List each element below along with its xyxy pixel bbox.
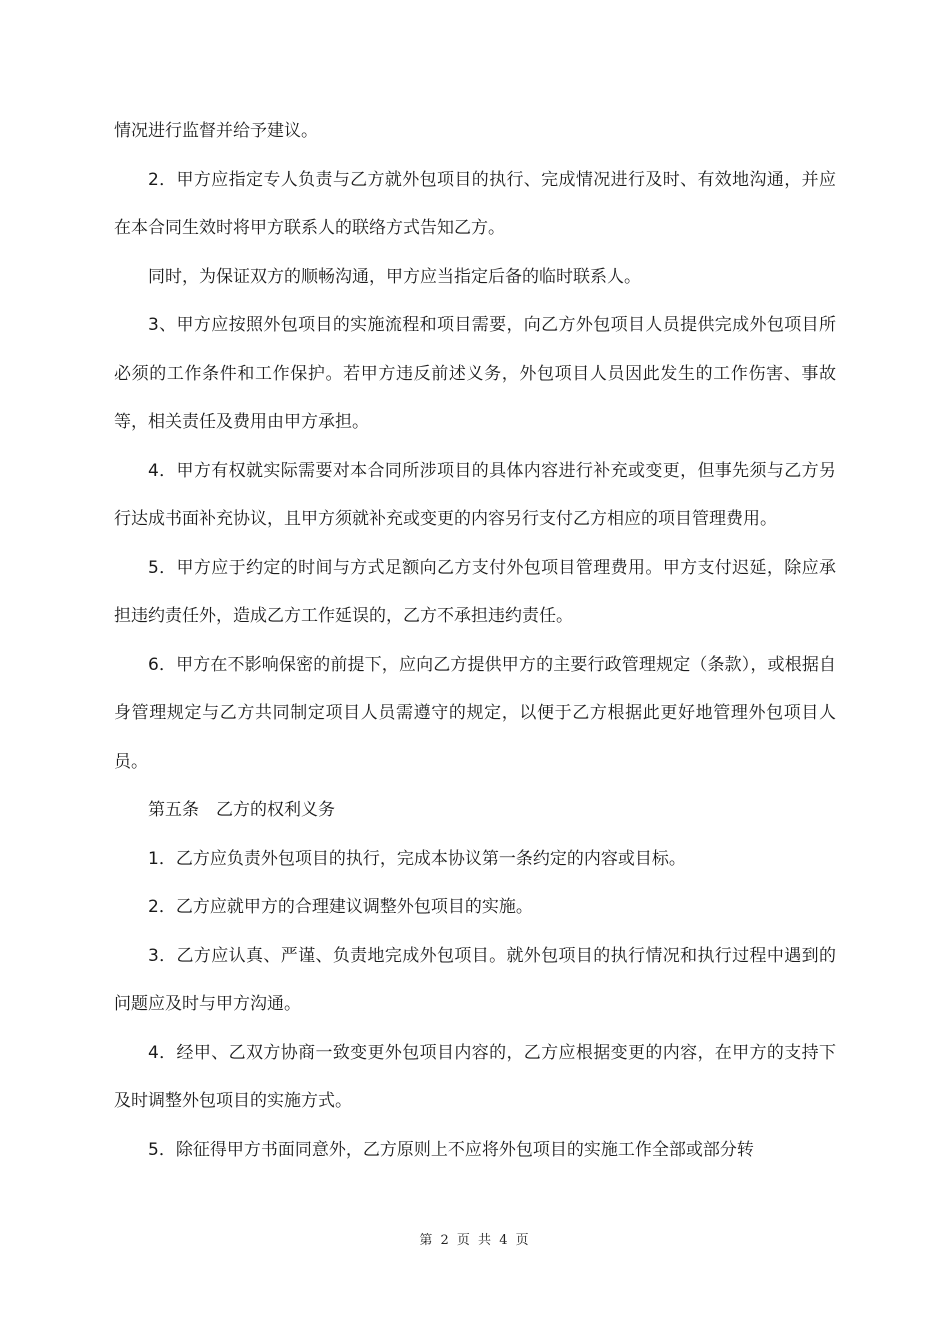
paragraph: 2．乙方应就甲方的合理建议调整外包项目的实施。 <box>148 897 533 917</box>
paragraph: 1．乙方应负责外包项目的执行，完成本协议第一条约定的内容或目标。 <box>148 848 686 869</box>
paragraph: 情况进行监督并给予建议。 <box>114 121 318 141</box>
paragraph: 4．经甲、乙双方协商一致变更外包项目内容的，乙方应根据变更的内容，在甲方的支持下及时调整外包项目的实施方式。 <box>114 1042 836 1111</box>
document-body <box>114 107 836 1174</box>
section-heading: 第五条 乙方的权利义务 <box>148 800 335 820</box>
paragraph: 3．乙方应认真、严谨、负责地完成外包项目。就外包项目的执行情况和执行过程中遇到的问题应及时与甲方沟通。 <box>114 945 836 1014</box>
paragraph: 3、甲方应按照外包项目的实施流程和项目需要，向乙方外包项目人员提供完成外包项目所必须的工作条件和工作保护。若甲方违反前述义务，外包项目人员因此发生的工作伤害、事故等，相关责任及费用由甲方承担。 <box>114 315 836 432</box>
paragraph: 2．甲方应指定专人负责与乙方就外包项目的执行、完成情况进行及时、有效地沟通，并应在本合同生效时将甲方联系人的联络方式告知乙方。 <box>114 169 836 238</box>
paragraph: 5．甲方应于约定的时间与方式足额向乙方支付外包项目管理费用。甲方支付迟延，除应承担违约责任外，造成乙方工作延误的，乙方不承担违约责任。 <box>114 557 836 626</box>
paragraph: 4．甲方有权就实际需要对本合同所涉项目的具体内容进行补充或变更，但事先须与乙方另行达成书面补充协议，且甲方须就补充或变更的内容另行支付乙方相应的项目管理费用。 <box>114 460 836 529</box>
paragraph: 5．除征得甲方书面同意外，乙方原则上不应将外包项目的实施工作全部或部分转 <box>148 1139 754 1160</box>
paragraph: 6．甲方在不影响保密的前提下，应向乙方提供甲方的主要行政管理规定（条款），或根据自身管理规定与乙方共同制定项目人员需遵守的规定，以便于乙方根据此更好地管理外包项目人员。 <box>114 654 836 772</box>
paragraph: 同时，为保证双方的顺畅沟通，甲方应当指定后备的临时联系人。 <box>148 266 641 287</box>
page-footer: 第 2 页 共 4 页 <box>419 1233 531 1248</box>
